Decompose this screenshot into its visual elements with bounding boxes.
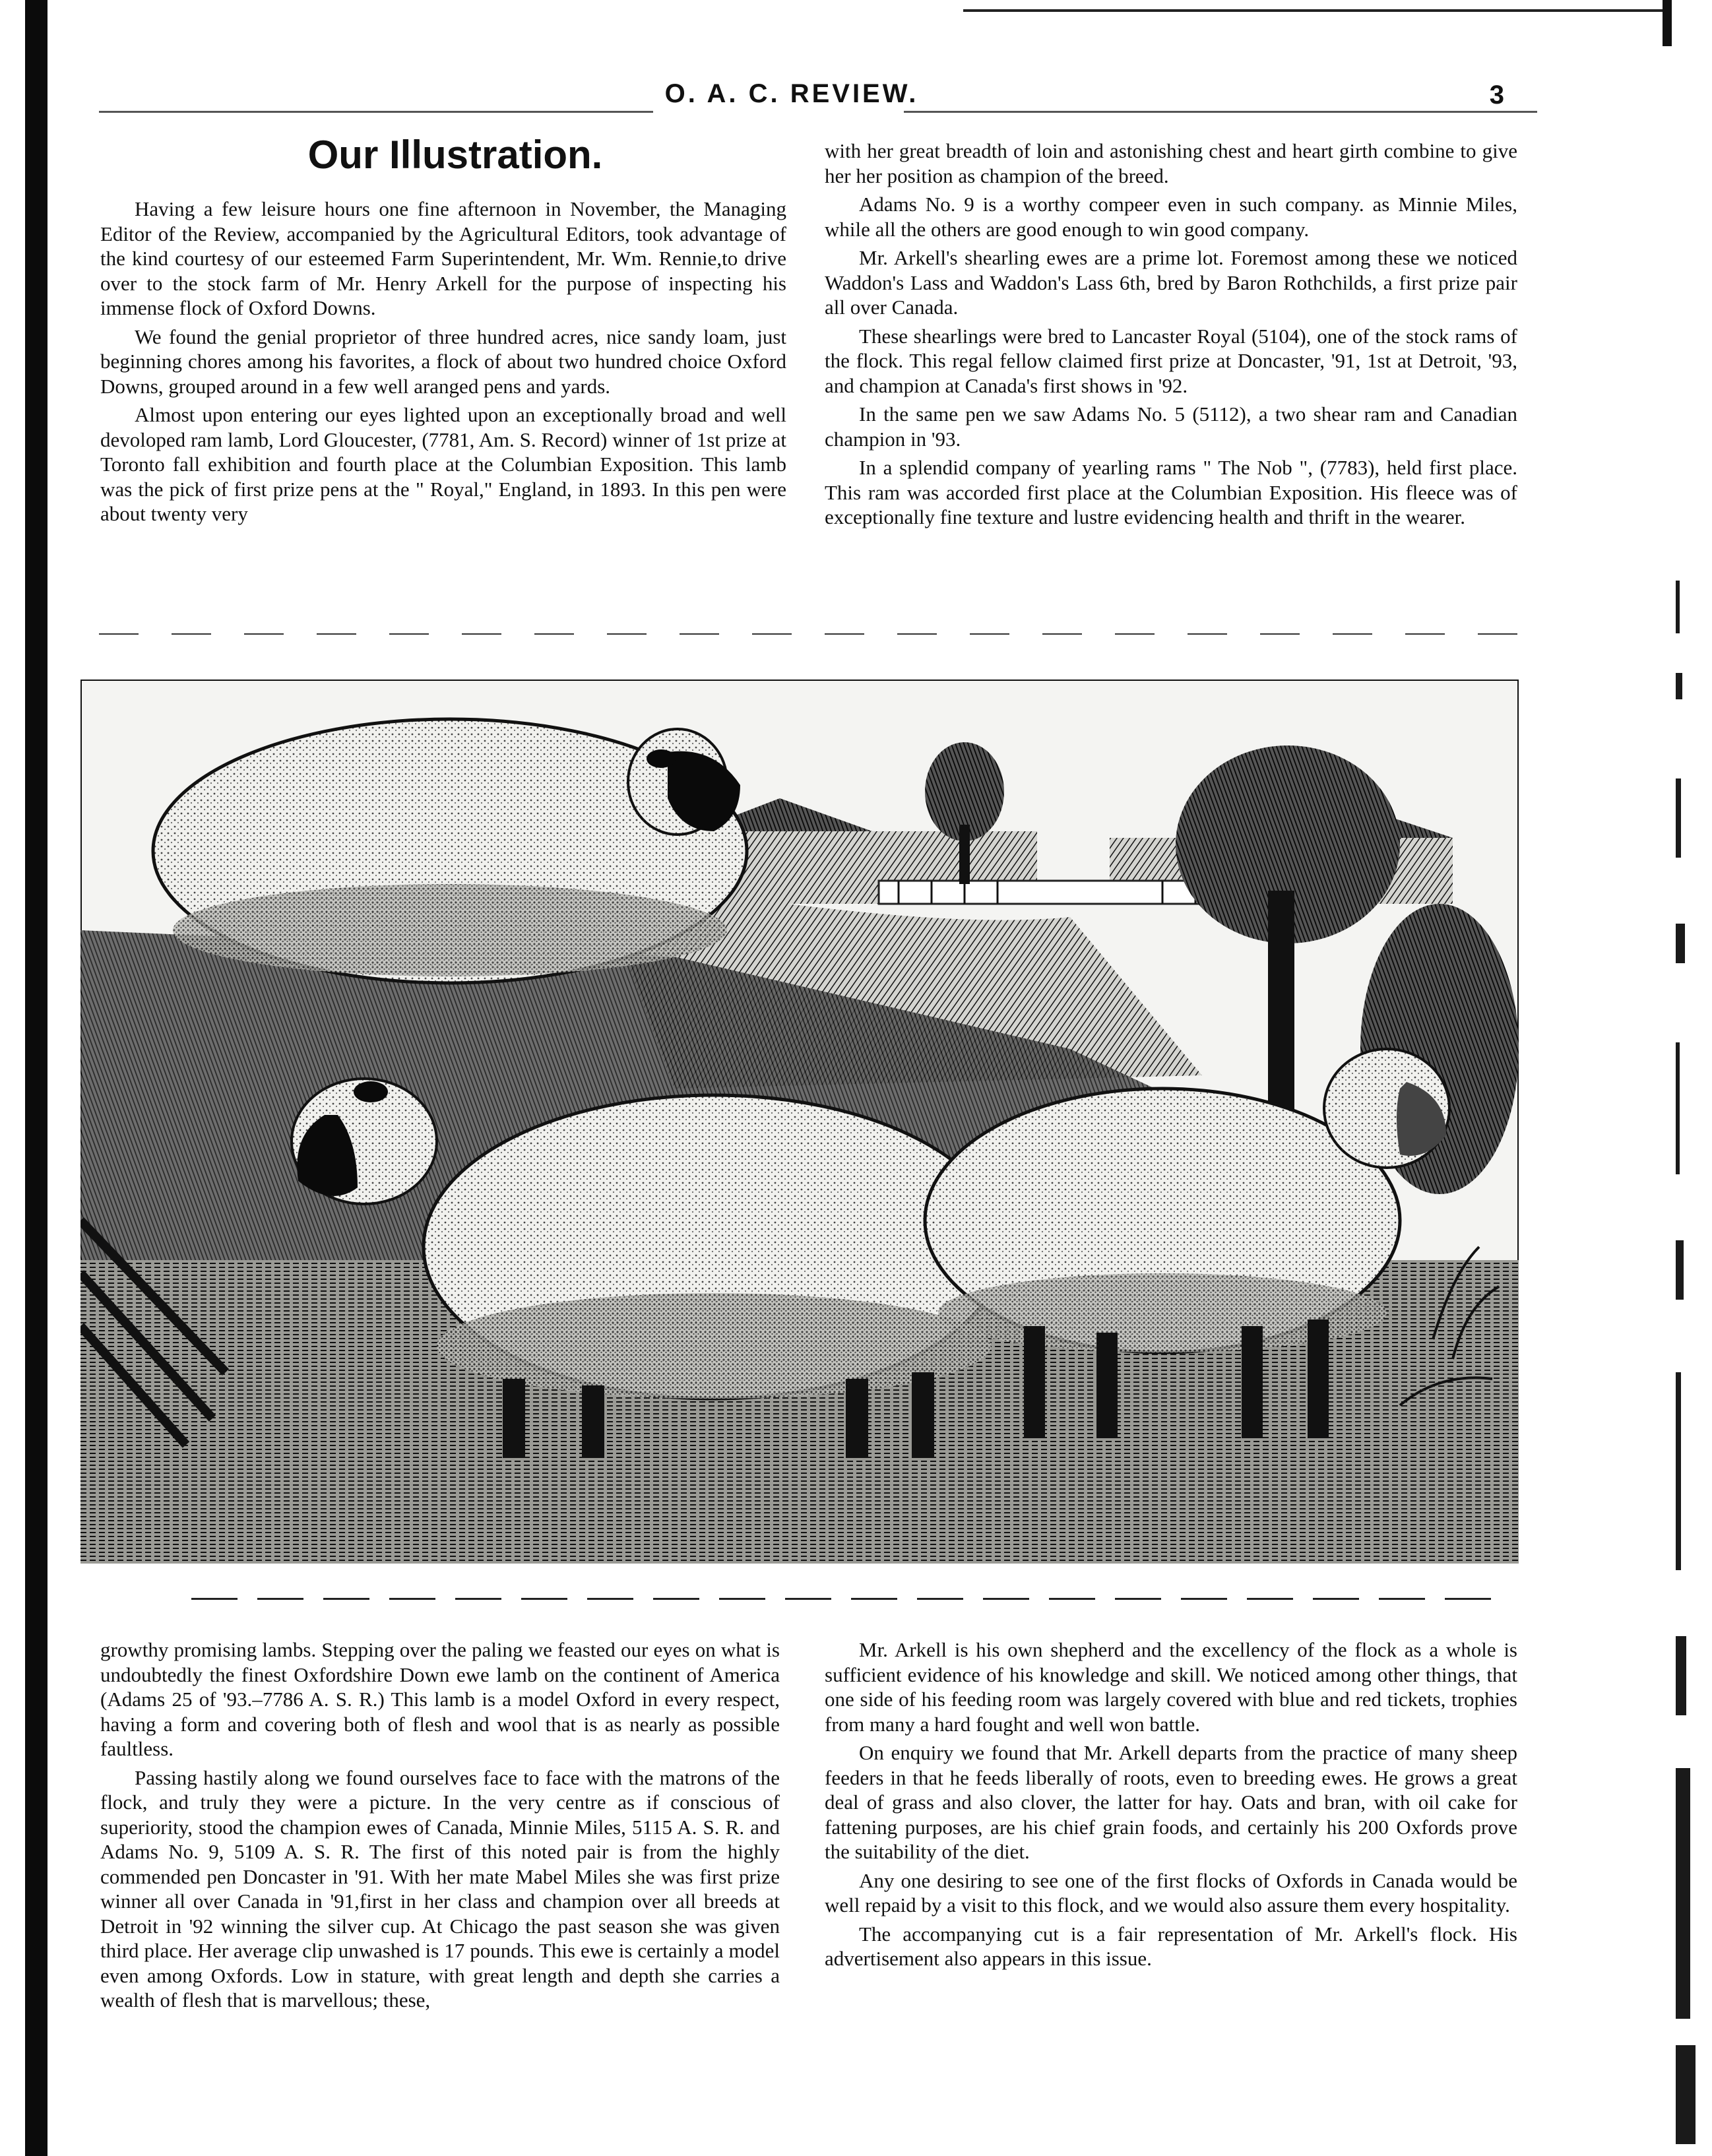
header-rule-left xyxy=(99,111,653,113)
column-bottom-right xyxy=(825,1637,1517,1975)
paragraph: We found the genial proprietor of three hundred acres, nice sandy loam, just beginning chores among his favorites, a flock of about two hundred choice Oxford Downs, grouped around in a few well aranged pens and yards. xyxy=(100,325,786,398)
paragraph: growthy promising lambs. Stepping over the paling we feasted our eyes on what is undoubtedly the finest Oxfordshire Down ewe lamb on the continent of America (Adams 25 of '93.–7786 A. S. R.) This lamb is a model Oxford in every respect, having a form and covering both of flesh and wool that is as nearly as possible faultless. xyxy=(100,1638,780,1760)
separator-rule xyxy=(191,1598,1504,1600)
binding-edge xyxy=(25,0,48,2156)
paragraph: Mr. Arkell's shearling ewes are a prime lot. Foremost among these we noticed Waddon's Lass and Waddon's Lass 6th, bred by Baron Rothchilds, a first prize pair all over Canada. xyxy=(825,246,1517,319)
top-border-rule xyxy=(963,9,1663,12)
paragraph: Any one desiring to see one of the first flocks of Oxfords in Canada would be well repaid by a visit to this flock, and we would also assure them every hospitality. xyxy=(825,1868,1517,1917)
article-title: Our Illustration. xyxy=(307,133,603,177)
scan-edge-artifacts xyxy=(1676,581,1701,2151)
paragraph: Mr. Arkell is his own shepherd and the excellency of the flock as a whole is sufficient evidence of his knowledge and skill. We noticed among other things, that one side of his feeding room was largely covered with blue and red tickets, trophies from many a hard fought and well won battle. xyxy=(825,1638,1517,1736)
sheep-engraving xyxy=(80,680,1519,1564)
paragraph: with her great breadth of loin and astonishing chest and heart girth combine to give her her position as champion of the breed. xyxy=(825,139,1517,187)
paragraph: On enquiry we found that Mr. Arkell departs from the practice of many sheep feeders in that he feeds liberally of roots, even to breeding ewes. He grows a great deal of grass and also clover, the latter for hay. Oats and bran, with oil cake for fattening purposes, are his chief grain foods, and certainly his 200 Oxfords prove the suitability of the diet. xyxy=(825,1741,1517,1863)
column-top-left xyxy=(100,197,786,530)
column-top-right xyxy=(825,139,1517,534)
paragraph: In the same pen we saw Adams No. 5 (5112), a two shear ram and Canadian champion in '93. xyxy=(825,402,1517,451)
column-bottom-left xyxy=(100,1637,780,2017)
paragraph: The accompanying cut is a fair representation of Mr. Arkell's flock. His advertisement also appears in this issue. xyxy=(825,1922,1517,1970)
running-head: O. A. C. REVIEW. xyxy=(664,79,919,108)
paragraph: In a splendid company of yearling rams " The Nob ", (7783), held first place. This ram was accorded first place at the Columbian Exposition. His fleece was of exceptionally fine texture and lustre evidencing health and thrift in the wearer. xyxy=(825,456,1517,528)
paragraph: Having a few leisure hours one fine afternoon in November, the Managing Editor of the Review, accompanied by the Agricultural Editors, took advantage of the kind courtesy of our esteemed Farm Superintendent, Mr. Wm. Rennie,to drive over to the stock farm of Mr. Henry Arkell for the purpose of inspecting his immense flock of Oxford Downs. xyxy=(100,197,786,319)
paragraph: Almost upon entering our eyes lighted upon an exceptionally broad and well devoloped ram lamb, Lord Gloucester, (7781, Am. S. Record) winner of 1st prize at Toronto fall exhibition and fourth place at the Columbian Exposition. This lamb was the pick of first prize pens at the " Royal," England, in 1893. In this pen were about twenty very xyxy=(100,403,786,525)
paragraph: These shearlings were bred to Lancaster Royal (5104), one of the stock rams of the flock. This regal fellow claimed first prize at Doncaster, '91, 1st at Detroit, '93, and champion at Canada's first shows in '92. xyxy=(825,324,1517,397)
page-number: 3 xyxy=(1489,80,1504,110)
corner-mark xyxy=(1663,0,1672,46)
separator-rule xyxy=(99,633,1517,635)
header-rule-right xyxy=(904,111,1537,113)
paragraph: Adams No. 9 is a worthy compeer even in such company. as Minnie Miles, while all the others are good enough to win good company. xyxy=(825,193,1517,241)
paragraph: Passing hastily along we found ourselves face to face with the matrons of the flock, and truly they were a picture. In the very centre as if conscious of superiority, stood the champion ewes of Canada, Minnie Miles, 5115 A. S. R. and Adams No. 9, 5109 A. S. R. The first of this noted pair is from the highly commended pen Doncaster in '91. With her mate Mabel Miles she was first prize winner all over Canada in '91,first in her class and champion over all breeds at Detroit in '92 winning the silver cup. At Chicago the past season she was given third place. Her average clip unwashed is 17 pounds. This ewe is certainly a model even among Oxfords. Low in stature, with great length and depth she carries a wealth of flesh that is marvellous; these, xyxy=(100,1765,780,2012)
sheep-ram-back xyxy=(153,719,747,983)
